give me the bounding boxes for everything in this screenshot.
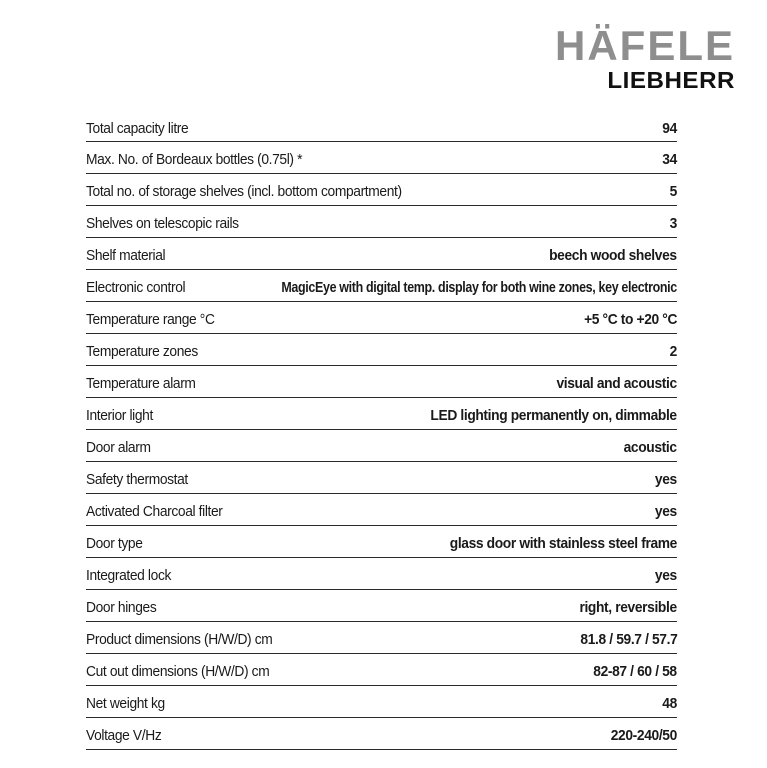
spec-label: Total capacity litre [86, 119, 189, 137]
spec-value: right, reversible [579, 599, 677, 616]
spec-row-telescopic-shelves [86, 206, 677, 238]
spec-value: glass door with stainless steel frame [449, 535, 677, 552]
spec-value: 220-240/50 [610, 727, 677, 744]
spec-row-storage-shelves [86, 174, 677, 206]
specification-table [86, 111, 677, 750]
spec-value: 82-87 / 60 / 58 [593, 663, 677, 680]
brand-logo [525, 22, 735, 93]
liebherr-logo: LIEBHERR [607, 67, 735, 93]
spec-row-temperature-range [86, 302, 677, 334]
spec-label: Shelf material [86, 247, 166, 264]
spec-label: Interior light [86, 407, 153, 424]
spec-value: 34 [662, 151, 677, 168]
spec-value: 5 [669, 183, 677, 200]
spec-value: visual and acoustic [556, 375, 677, 392]
hafele-logo: HÄFELE [555, 22, 735, 69]
spec-value: MagicEye with digital temp. display for both wine zones, key electronic [281, 279, 677, 296]
spec-label: Cut out dimensions (H/W/D) cm [86, 663, 270, 680]
spec-value: 94 [662, 119, 677, 137]
spec-row-door-hinges [86, 590, 677, 622]
spec-value: LED lighting permanently on, dimmable [430, 407, 677, 424]
spec-value: +5 °C to +20 °C [584, 311, 677, 328]
spec-value: 81.8 / 59.7 / 57.7 [580, 631, 677, 648]
spec-label: Door alarm [86, 439, 151, 456]
spec-row-product-dimensions [86, 622, 677, 654]
spec-value: 3 [669, 215, 677, 232]
spec-row-temperature-alarm [86, 366, 677, 398]
spec-row-door-type [86, 526, 677, 558]
spec-label: Total no. of storage shelves (incl. bottom compartment) [86, 183, 402, 200]
spec-row-voltage [86, 718, 677, 750]
spec-row-electronic-control [86, 270, 677, 302]
spec-value: 2 [669, 343, 677, 360]
spec-value: beech wood shelves [549, 247, 677, 264]
spec-label: Voltage V/Hz [86, 727, 162, 744]
spec-row-shelf-material [86, 238, 677, 270]
spec-label: Door type [86, 535, 143, 552]
spec-row-safety-thermostat [86, 462, 677, 494]
spec-row-charcoal-filter [86, 494, 677, 526]
spec-row-interior-light [86, 398, 677, 430]
spec-label: Door hinges [86, 599, 157, 616]
spec-row-bordeaux-bottles [86, 142, 677, 174]
spec-label: Temperature alarm [86, 375, 196, 392]
spec-value: 48 [662, 695, 677, 712]
spec-label: Temperature range °C [86, 311, 215, 328]
spec-label: Electronic control [86, 279, 186, 296]
spec-label: Activated Charcoal filter [86, 503, 223, 520]
spec-row-cutout-dimensions [86, 654, 677, 686]
spec-row-total-capacity [86, 111, 677, 142]
spec-value: acoustic [623, 439, 677, 456]
spec-label: Max. No. of Bordeaux bottles (0.75l) * [86, 151, 303, 168]
spec-row-door-alarm [86, 430, 677, 462]
spec-value: yes [655, 503, 677, 520]
spec-row-integrated-lock [86, 558, 677, 590]
spec-value: yes [655, 471, 677, 488]
spec-value: yes [655, 567, 677, 584]
spec-label: Net weight kg [86, 695, 165, 712]
spec-row-temperature-zones [86, 334, 677, 366]
spec-label: Integrated lock [86, 567, 172, 584]
spec-label: Temperature zones [86, 343, 198, 360]
spec-label: Shelves on telescopic rails [86, 215, 239, 232]
spec-label: Product dimensions (H/W/D) cm [86, 631, 273, 648]
spec-label: Safety thermostat [86, 471, 188, 488]
spec-row-net-weight [86, 686, 677, 718]
